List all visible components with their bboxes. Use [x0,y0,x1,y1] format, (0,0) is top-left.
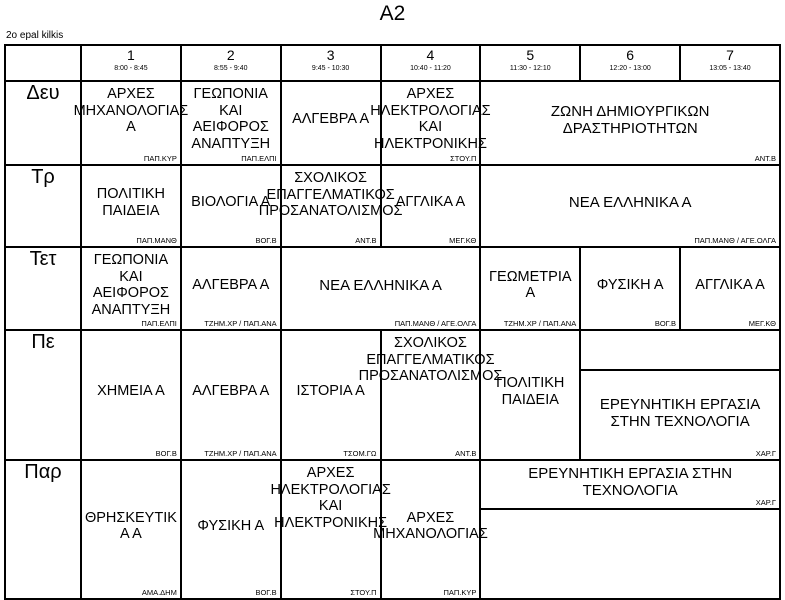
lesson-cell[interactable] [81,330,181,460]
lesson-subject: ΑΡΧΕΣ ΗΛΕΚΤΡΟΛΟΓΙΑΣ ΚΑΙ ΗΛΕΚΤΡΟΝΙΚΗΣ [270,465,391,531]
lesson-teacher: ΠΑΠ.ΚΥΡ [443,587,477,597]
lesson-teacher: ΜΕΓ.ΚΘ [449,235,477,245]
lesson-teacher: ΠΑΠ.ΜΑΝΘ [136,235,177,245]
lesson-subject: ΓΕΩΠΟΝΙΑ ΚΑΙ ΑΕΙΦΟΡΟΣ ΑΝΑΠΤΥΞΗ [191,86,271,152]
lesson-cell[interactable] [680,247,780,330]
header-row [5,45,780,81]
period-header-5 [480,45,580,81]
lesson-cell[interactable] [81,247,181,330]
lesson-subject: ΑΡΧΕΣ ΗΛΕΚΤΡΟΛΟΓΙΑΣ ΚΑΙ ΗΛΕΚΤΡΟΝΙΚΗΣ [370,86,491,152]
period-number: 4 [426,47,435,63]
lesson-cell[interactable] [181,247,281,330]
lesson-teacher: ΒΟΓ.Β [255,235,277,245]
table-row [5,165,780,247]
split-cell-table [581,331,779,459]
period-header-6 [580,45,680,81]
lesson-cell[interactable] [181,330,281,460]
lesson-cell[interactable] [373,460,488,599]
lesson-cell[interactable] [480,247,580,330]
lesson-cell[interactable] [381,165,481,247]
lesson-cell[interactable] [581,370,779,459]
split-row-lesson [581,370,779,459]
lesson-teacher: ΑΝΤ.Β [455,448,477,458]
lesson-subject: ΣΧΟΛΙΚΟΣ ΕΠΑΓΓΕΛΜΑΤΙΚΟΣ ΠΡΟΣΑΝΑΤΟΛΙΣΜΟΣ [258,170,403,219]
period-header-4 [381,45,481,81]
lesson-subject: ΠΟΛΙΤΙΚΗ ΠΑΙΔΕΙΑ [96,186,166,219]
lesson-teacher: ΠΑΠ.ΕΛΠΙ [241,153,277,163]
lesson-teacher: ΠΑΠ.ΜΑΝΘ / ΑΓΕ.ΟΛΓΑ [694,235,776,245]
period-time: 8:00 - 8:45 [114,65,148,72]
period-time: 13:05 - 13:40 [709,65,751,72]
lesson-teacher: ΒΟΓ.Β [654,318,677,328]
lesson-teacher: ΤΖΗΜ.ΧΡ / ΠΑΠ.ΑΝΑ [204,318,277,328]
period-number: 7 [726,47,734,63]
lesson-subject: ΙΣΤΟΡΙΑ Α [296,383,365,400]
lesson-subject: ΓΕΩΠΟΝΙΑ ΚΑΙ ΑΕΙΦΟΡΟΣ ΑΝΑΠΤΥΞΗ [91,252,171,318]
lesson-subject: ΕΡΕΥΝΗΤΙΚΗ ΕΡΓΑΣΙΑ ΣΤΗΝ ΤΕΧΝΟΛΟΓΙΑ [599,395,761,430]
lesson-cell[interactable] [370,81,491,165]
lesson-cell[interactable] [281,81,381,165]
lesson-cell[interactable] [480,165,780,247]
lesson-teacher: ΠΑΠ.ΚΥΡ [143,153,177,163]
table-row [5,247,780,330]
timetable-body [5,81,780,599]
lesson-teacher: ΜΕΓ.ΚΘ [748,318,776,328]
table-row [5,81,780,165]
lesson-subject: ΦΥΣΙΚΗ Α [197,517,265,534]
lesson-teacher: ΑΜΑ.ΔΗΜ [141,587,177,597]
split-cell-table [481,461,779,598]
period-time: 12:20 - 13:00 [609,65,651,72]
lesson-teacher: ΧΑΡ.Γ [755,448,776,458]
lesson-subject: ΑΓΓΛΙΚΑ Α [695,276,765,293]
split-row-empty [581,331,779,370]
lesson-cell[interactable] [480,330,580,460]
lesson-cell[interactable] [580,247,680,330]
lesson-teacher: ΒΟΓ.Β [255,587,277,597]
lesson-cell[interactable] [481,461,779,509]
period-time: 8:55 - 9:40 [214,65,248,72]
lesson-subject: ΧΗΜΕΙΑ Α [97,383,165,400]
lesson-subject: ΦΥΣΙΚΗ Α [596,276,664,293]
header-corner [5,45,81,81]
lesson-teacher: ΤΖΗΜ.ΧΡ / ΠΑΠ.ΑΝΑ [204,448,277,458]
day-label-deu: Δευ [5,81,81,165]
lesson-teacher: ΒΟΓ.Β [155,448,177,458]
lesson-subject: ΑΛΓΕΒΡΑ Α [292,111,370,128]
lesson-subject: ΑΡΧΕΣ ΜΗΧΑΝΟΛΟΓΙΑΣ [373,509,488,542]
period-time: 11:30 - 12:10 [509,65,551,72]
lesson-teacher: ΣΤΟΥ.Π [450,153,477,163]
day-label-pe: Πε [5,330,81,460]
period-header-2 [181,45,281,81]
table-row [5,330,780,460]
lesson-teacher: ΠΑΠ.ΕΛΠΙ [141,318,177,328]
lesson-subject: ΑΓΓΛΙΚΑ Α [395,194,466,211]
period-number: 5 [526,47,535,63]
lesson-subject: ΓΕΩΜΕΤΡΙΑ Α [489,268,572,301]
lesson-subject: ΝΕΑ ΕΛΛΗΝΙΚΑ Α [568,194,692,211]
period-header-1 [81,45,181,81]
lesson-cell-group [480,460,780,599]
lesson-teacher: ΤΖΗΜ.ΧΡ / ΠΑΠ.ΑΝΑ [503,318,577,328]
table-row [5,460,780,599]
lesson-cell[interactable] [81,165,181,247]
day-label-tet: Τετ [5,247,81,330]
lesson-cell[interactable] [73,81,189,165]
lesson-cell[interactable] [181,81,281,165]
lesson-teacher: ΑΝΤ.Β [355,235,377,245]
period-number: 2 [226,47,235,63]
period-number: 6 [626,47,635,63]
lesson-subject: ΘΡΗΣΚΕΥΤΙΚΑ Α [84,509,177,542]
timetable [4,44,781,600]
lesson-teacher: ΑΝΤ.Β [754,153,776,163]
split-row-lesson [481,461,779,509]
lesson-subject: ΒΙΟΛΟΓΙΑ Α [191,194,271,211]
lesson-cell[interactable] [181,460,281,599]
lesson-teacher: ΧΑΡ.Γ [755,497,776,507]
lesson-cell[interactable] [480,81,780,165]
lesson-subject: ΠΟΛΙΤΙΚΗ ΠΑΙΔΕΙΑ [496,375,565,408]
lesson-cell-group [580,330,780,460]
period-number: 1 [127,47,135,63]
lesson-cell[interactable] [281,247,481,330]
split-row-empty [481,509,779,598]
lesson-subject: ΑΛΓΕΒΡΑ Α [192,276,270,293]
timetable-header [5,45,780,81]
period-number: 3 [326,47,335,63]
lesson-subject: ΑΡΧΕΣ ΜΗΧΑΝΟΛΟΓΙΑΣ Α [73,86,189,135]
period-time: 9:45 - 10:30 [311,65,350,72]
period-time: 10:40 - 11:20 [410,65,451,72]
lesson-subject: ΝΕΑ ΕΛΛΗΝΙΚΑ Α [319,276,442,294]
lesson-teacher: ΣΤΟΥ.Π [350,587,377,597]
lesson-subject: ΣΧΟΛΙΚΟΣ ΕΠΑΓΓΕΛΜΑΤΙΚΟΣ ΠΡΟΣΑΝΑΤΟΛΙΣΜΟΣ [358,335,503,384]
day-label-par: Παρ [5,460,81,599]
lesson-teacher: ΠΑΠ.ΜΑΝΘ / ΑΓΕ.ΟΛΓΑ [394,318,477,328]
day-label-tr: Τρ [5,165,81,247]
lesson-teacher: ΤΣΟΜ.ΓΩ [343,448,377,458]
period-header-3 [281,45,381,81]
empty-slot[interactable] [481,509,779,598]
lesson-subject: ΑΛΓΕΒΡΑ Α [192,383,270,400]
period-header-7 [680,45,780,81]
page-title: A2 [379,2,406,25]
lesson-subject: ΕΡΕΥΝΗΤΙΚΗ ΕΡΓΑΣΙΑ ΣΤΗΝ ΤΕΧΝΟΛΟΓΙΑ [528,465,733,499]
empty-slot[interactable] [581,331,779,370]
lesson-subject: ΖΩΝΗ ΔΗΜΙΟΥΡΓΙΚΩΝ ΔΡΑΣΤΗΡΙΟΤΗΤΩΝ [550,102,710,137]
lesson-cell[interactable] [81,460,181,599]
lesson-cell[interactable] [270,460,391,599]
school-label: 2o epal kilkis [6,30,64,41]
